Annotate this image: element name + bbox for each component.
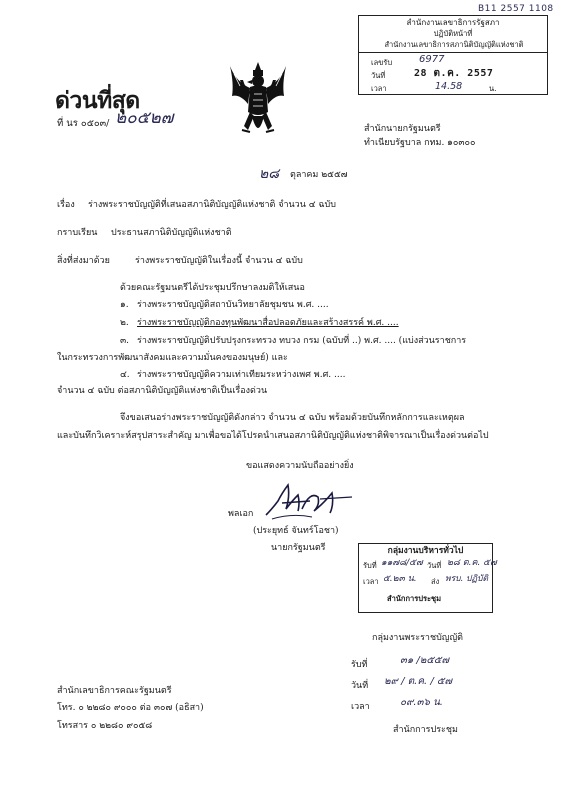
enclosure-text: ร่างพระราชบัญญัติในเรื่องนี้ จำนวน ๔ ฉบับ	[135, 256, 303, 266]
urgency-label: ด่วนที่สุด	[55, 88, 140, 114]
stamp-subunit2: สำนักงานเลขาธิการสภานิติบัญญัติแห่งชาติ	[384, 40, 524, 49]
stamp2-date-label: วันที่	[427, 561, 442, 570]
item-4-num: ๔.	[120, 370, 130, 380]
serial-number: B11 2557 1108	[478, 4, 554, 14]
addressee-label: กราบเรียน	[57, 228, 98, 238]
stamp2-footer: สำนักการประชุม	[387, 594, 442, 603]
stamp3-date-value: ๒๙ / ต.ค. / ๕๗	[384, 676, 452, 687]
sender-address: ทำเนียบรัฐบาล กทม. ๑๐๓๐๐	[364, 138, 476, 148]
reference-label: ที่ นร ๐๕๐๓/	[57, 118, 110, 129]
stamp-no-label: เลขรับ	[371, 58, 393, 67]
signer-rank: พลเอก	[228, 509, 254, 519]
stamp-date-value: 28 ต.ค. 2557	[414, 68, 494, 79]
stamp-time-suffix: น.	[489, 84, 497, 93]
stamp3-footer: สำนักการประชุม	[393, 725, 458, 735]
garuda-emblem	[228, 60, 288, 144]
intro-text: ด้วยคณะรัฐมนตรีได้ประชุมปรึกษาลงมติให้เสนอ	[120, 283, 305, 293]
receipt-stamp	[358, 15, 548, 95]
footer-phone: โทร. ๐ ๒๒๘๐ ๙๐๐๐ ต่อ ๓๐๗ (อธิสา)	[57, 703, 204, 713]
item-1-text: ร่างพระราชบัญญัติสถาบันวิทยาลัยชุมชน พ.ศ. ....	[137, 300, 329, 310]
stamp2-date-value: ๒๘ ต.ค. ๕๗	[447, 558, 497, 568]
addressee-text: ประธานสภานิติบัญญัติแห่งชาติ	[111, 228, 232, 238]
stamp2-recv-value: ๑๑๗๘/๕๗	[381, 558, 423, 568]
signer-title: นายกรัฐมนตรี	[271, 543, 326, 553]
stamp-subunit: ปฏิบัติหน้าที่	[433, 29, 473, 38]
stamp-time-label: เวลา	[371, 84, 387, 93]
reference-number: ๒๐๕๒๗	[115, 108, 174, 128]
stamp2-send-value: พรบ. ปฏิบัติ	[445, 574, 488, 584]
stamp3-title: กลุ่มงานพระราชบัญญัติ	[372, 633, 463, 643]
paragraph-line-1: จึงขอเสนอร่างพระราชบัญญัติดังกล่าว จำนวน ๔ ฉบับ พร้อมด้วยบันทึกหลักการและเหตุผล	[120, 413, 465, 423]
stamp2-send-label: ส่ง	[431, 577, 440, 586]
paragraph-line-2: และบันทึกวิเคราะห์สรุปสาระสำคัญ มาเพื่อขอได้โปรดนำเสนอสภานิติบัญญัติแห่งชาติพิจารณาเป็นเรื่องด่วนต่อไป	[57, 431, 489, 441]
stamp2-time-value: ๕.๒๓ น.	[383, 574, 417, 584]
item-2-num: ๒.	[120, 318, 129, 328]
sender-office: สำนักนายกรัฐมนตรี	[364, 124, 441, 134]
footer-office: สำนักเลขาธิการคณะรัฐมนตรี	[57, 686, 172, 696]
admin-receipt-stamp	[358, 543, 497, 613]
item-1-num: ๑.	[120, 300, 129, 310]
item-3-continuation: ในกระทรวงการพัฒนาสังคมและความมั่นคงของมนุษย์) และ	[57, 353, 288, 363]
stamp3-time-label: เวลา	[351, 702, 370, 712]
date-day: ๒๘	[259, 166, 280, 182]
signature	[262, 479, 356, 523]
stamp2-time-label: เวลา	[363, 577, 379, 586]
stamp-org: สำนักงานเลขาธิการรัฐสภา	[406, 18, 500, 27]
enclosure-label: สิ่งที่ส่งมาด้วย	[57, 256, 110, 266]
item-3-text: ร่างพระราชบัญญัติปรับปรุงกระทรวง ทบวง กรม (ฉบับที่ ..) พ.ศ. .... (แบ่งส่วนราชการ	[137, 336, 467, 346]
item-3-num: ๓.	[120, 336, 130, 346]
stamp3-date-label: วันที่	[351, 681, 369, 691]
stamp3-recv-label: รับที่	[351, 660, 368, 670]
stamp3-recv-value: ๓๑ /๒๕๕๗	[400, 655, 449, 666]
stamp3-time-value: ๐๙.๓๖ น.	[400, 697, 443, 708]
signer-name: (ประยุทธ์ จันทร์โอชา)	[253, 526, 339, 536]
date-month-year: ตุลาคม ๒๕๕๗	[290, 170, 348, 180]
summary-text: จำนวน ๔ ฉบับ ต่อสภานิติบัญญัติแห่งชาติเป็นเรื่องด่วน	[57, 386, 268, 396]
stamp-date-label: วันที่	[371, 71, 386, 80]
closing-text: ขอแสดงความนับถืออย่างยิ่ง	[246, 461, 354, 471]
stamp-no-value: 6977	[419, 54, 445, 65]
item-2-text: ร่างพระราชบัญญัติกองทุนพัฒนาสื่อปลอดภัยและสร้างสรรค์ พ.ศ. ....	[137, 318, 399, 328]
subject-text: ร่างพระราชบัญญัติที่เสนอสภานิติบัญญัติแห่งชาติ จำนวน ๔ ฉบับ	[88, 200, 336, 210]
footer-fax: โทรสาร ๐ ๒๒๘๐ ๙๐๕๘	[57, 721, 153, 731]
stamp-time-value: 14.58	[435, 81, 463, 92]
subject-label: เรื่อง	[57, 200, 75, 210]
stamp2-recv-label: รับที่	[363, 561, 377, 570]
stamp2-title: กลุ่มงานบริหารทั่วไป	[387, 546, 464, 556]
item-4-text: ร่างพระราชบัญญัติความเท่าเทียมระหว่างเพศ พ.ศ. ....	[137, 370, 346, 380]
